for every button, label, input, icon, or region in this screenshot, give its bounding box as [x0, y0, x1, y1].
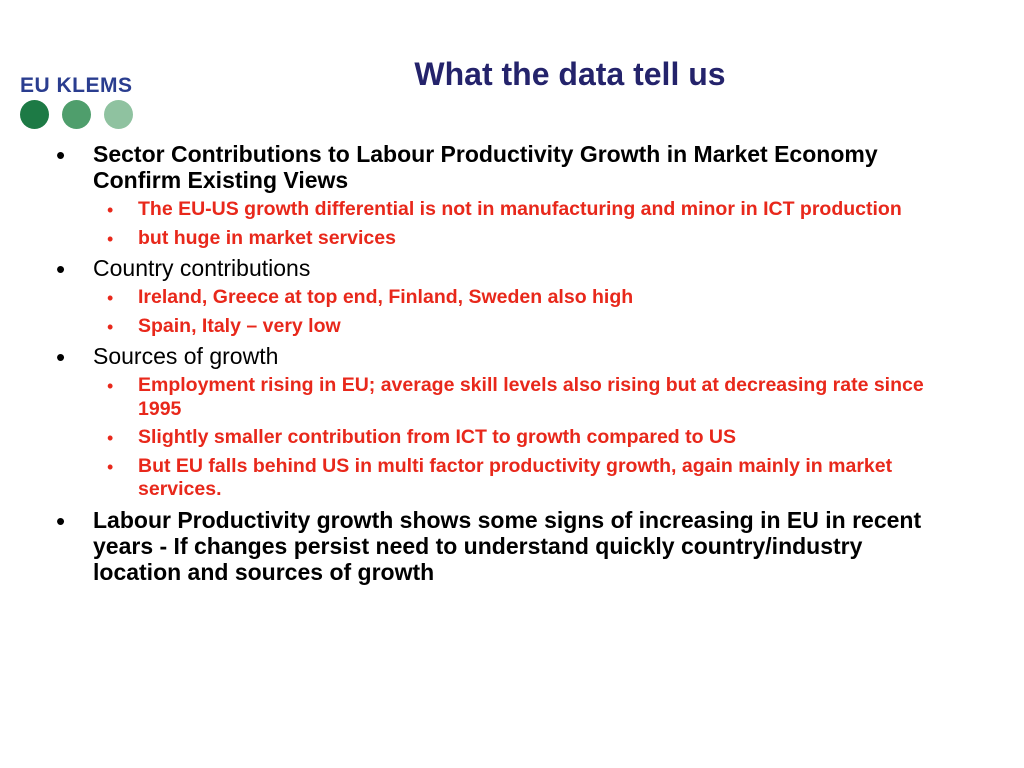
bullet-item: [56, 255, 956, 338]
logo-dot-dark: [20, 100, 49, 129]
sub-bullet-item: [93, 315, 956, 339]
logo-text: EU KLEMS: [20, 74, 133, 97]
bullet-item: [56, 507, 956, 585]
sub-bullet-item: [93, 286, 956, 310]
bullet-text: Country contributions: [93, 255, 311, 281]
sub-bullet-text: but huge in market services: [138, 226, 396, 249]
sub-bullet-icon: •: [107, 316, 114, 337]
slide-title: What the data tell us: [414, 56, 726, 92]
bullet-item: [56, 141, 956, 250]
sub-bullet-icon: •: [107, 376, 114, 396]
sub-bullet-item: [93, 198, 956, 222]
bullet-list: [56, 141, 956, 585]
bullet-text: Labour Productivity growth shows some signs of increasing in EU in recent years - If changes persist need to understand quickly country/industry location and sources of growth: [93, 506, 922, 585]
bullet-icon: •: [56, 505, 66, 536]
bullet-item: [56, 343, 956, 502]
logo-dot-light: [104, 100, 133, 129]
sub-bullet-text: Ireland, Greece at top end, Finland, Sweden also high: [138, 286, 634, 308]
logo-dot-medium: [62, 100, 91, 129]
sub-bullet-list: [93, 374, 956, 502]
bullet-text: Sector Contributions to Labour Productivity Growth in Market Economy Confirm Existing Views: [93, 141, 878, 193]
slide-content: [56, 141, 956, 587]
sub-bullet-text: But EU falls behind US in multi factor productivity growth, again mainly in market services.: [138, 454, 893, 500]
sub-bullet-item: [93, 374, 956, 421]
sub-bullet-text: Employment rising in EU; average skill levels also rising but at decreasing rate since 1995: [138, 374, 924, 420]
sub-bullet-item: [93, 227, 956, 251]
sub-bullet-icon: •: [107, 288, 114, 308]
sub-bullet-item: [93, 455, 956, 502]
logo-dots: [20, 100, 133, 129]
sub-bullet-icon: •: [107, 456, 114, 477]
sub-bullet-text: Spain, Italy – very low: [138, 314, 341, 337]
sub-bullet-text: Slightly smaller contribution from ICT to growth compared to US: [138, 426, 737, 448]
sub-bullet-text: The EU-US growth differential is not in manufacturing and minor in ICT production: [138, 198, 902, 220]
bullet-icon: •: [56, 140, 66, 170]
bullet-icon: •: [56, 342, 66, 372]
sub-bullet-list: [93, 286, 956, 338]
sub-bullet-icon: •: [107, 228, 114, 249]
sub-bullet-icon: •: [107, 428, 114, 448]
sub-bullet-list: [93, 198, 956, 250]
sub-bullet-item: [93, 426, 956, 450]
sub-bullet-icon: •: [107, 200, 114, 220]
eu-klems-logo: [20, 74, 150, 134]
bullet-text: Sources of growth: [93, 343, 279, 369]
bullet-icon: •: [56, 254, 66, 284]
